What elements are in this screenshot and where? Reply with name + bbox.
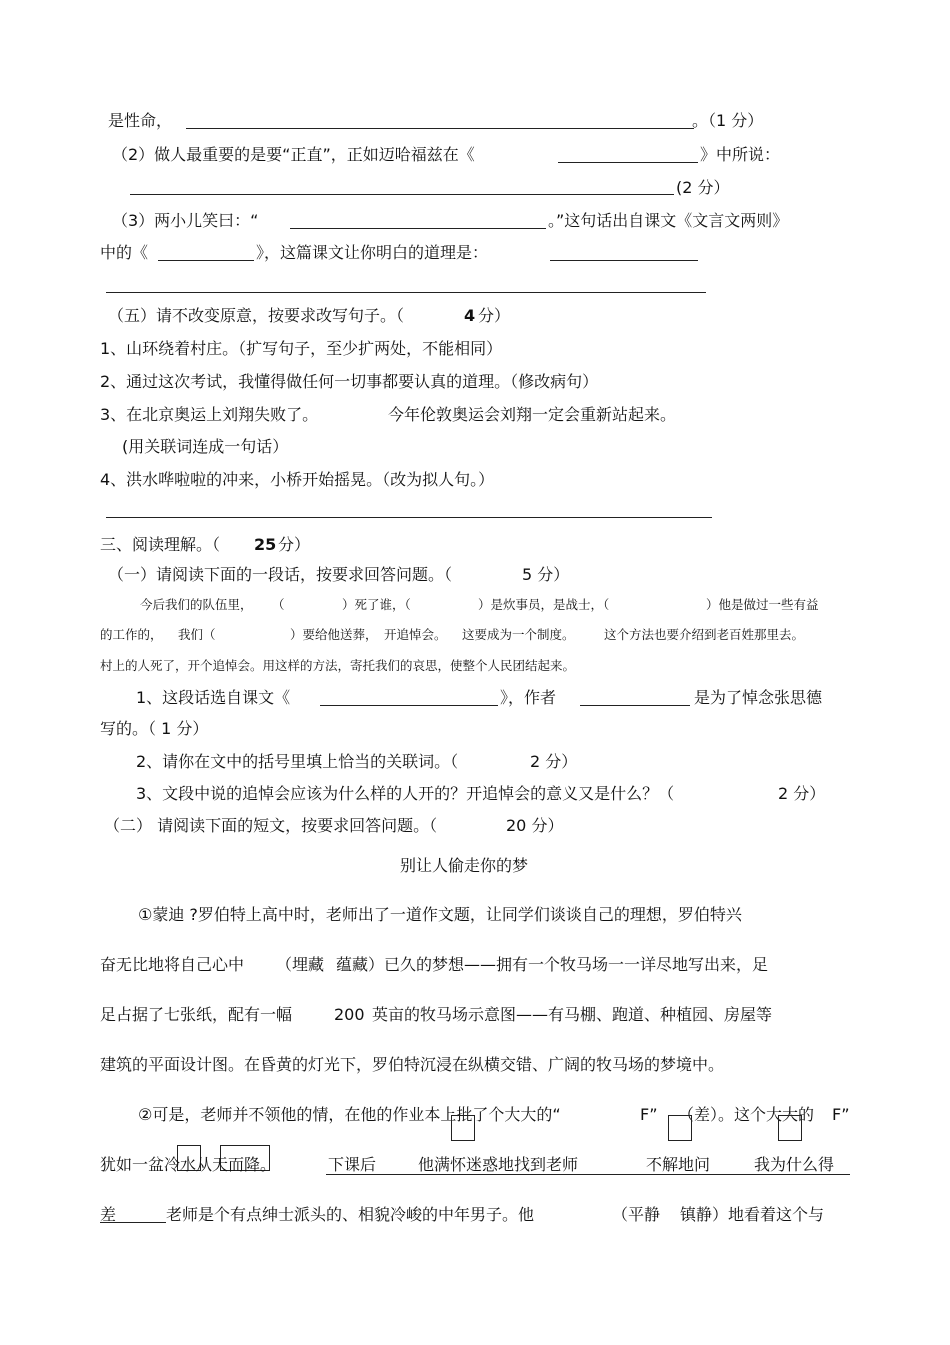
answer-blank[interactable]: [580, 705, 690, 706]
answer-blank[interactable]: [106, 517, 712, 518]
section-heading: 分）: [278, 535, 311, 554]
answer-blank[interactable]: [158, 260, 254, 261]
sentence-underline: [326, 1174, 850, 1175]
answer-blank[interactable]: [290, 228, 546, 229]
passage-text: 这要成为一个制度。: [462, 627, 575, 642]
text-line: 中的《: [100, 243, 149, 262]
subsection-heading: 5 分）: [522, 565, 570, 584]
text-line: （2）做人最重要的是要“正直”，正如迈哈福兹在《: [112, 145, 475, 164]
article-text: 镇静）地看着这个与: [680, 1205, 825, 1224]
text-line: 》中所说：: [700, 145, 781, 164]
subsection-heading: （一）请阅读下面的一段话，按要求回答问题。（: [108, 565, 453, 584]
answer-blank[interactable]: [550, 260, 698, 261]
text-line: （3）两小儿笑曰：“: [112, 211, 259, 230]
passage-text: （: [272, 597, 285, 612]
section-heading: （五）请不改变原意，按要求改写句子。（: [108, 306, 405, 325]
question: 1、山环绕着村庄。（扩写句子，至少扩两处，不能相同）: [100, 339, 503, 358]
section-points: 25: [254, 535, 277, 554]
punctuation-box[interactable]: [668, 1115, 692, 1141]
passage-text: ）是炊事员，是战士，（: [478, 597, 610, 612]
question: 2 分）: [530, 752, 578, 771]
question: 4、洪水哗啦啦的冲来，小桥开始摇晃。（改为拟人句。）: [100, 470, 495, 489]
article-text: （埋藏: [276, 955, 325, 974]
article-text: ①蒙迪 ?罗伯特上高中时，老师出了一道作文题，让同学们谈谈自己的理想，罗伯特兴: [138, 905, 742, 924]
question-note: (用关联词连成一句话）: [122, 437, 289, 456]
subsection-heading: （二） 请阅读下面的短文，按要求回答问题。（: [104, 816, 438, 835]
article-text: （平静: [612, 1205, 661, 1224]
answer-blank[interactable]: [320, 705, 498, 706]
question: 2 分）: [778, 784, 826, 803]
subsection-heading: 20 分）: [506, 816, 564, 835]
question: 3、文段中说的追悼会应该为什么样的人开的？开追悼会的意义又是什么？（: [136, 784, 675, 803]
answer-blank[interactable]: [186, 128, 694, 129]
question: 写的。（ 1 分）: [100, 719, 209, 738]
question: 是为了悼念张思德: [694, 688, 823, 707]
punctuation-box[interactable]: [778, 1115, 802, 1141]
underlined-sentence: 我为什么得: [754, 1155, 835, 1174]
underlined-sentence: 下课后: [328, 1155, 377, 1174]
article-text: 奋无比地将自己心中: [100, 955, 245, 974]
passage-text: 这个方法也要介绍到老百姓那里去。: [604, 627, 805, 642]
text-line: 。（1 分）: [692, 111, 764, 130]
article-text: （差）。这个大大的: [678, 1105, 815, 1124]
answer-blank[interactable]: [558, 162, 698, 163]
score-label: (2 分）: [676, 178, 730, 197]
question: 2、通过这次考试，我懂得做任何一切事都要认真的道理。（修改病句）: [100, 372, 599, 391]
punctuation-box[interactable]: [451, 1115, 475, 1141]
passage-text: 村上的人死了，开个追悼会。用这样的方法，寄托我们的哀思，使整个人民团结起来。: [100, 658, 576, 673]
underlined-sentence: 他满怀迷惑地找到老师: [418, 1155, 579, 1174]
question: 1、这段话选自课文《: [136, 688, 291, 707]
article-text: F”: [832, 1105, 850, 1124]
answer-blank[interactable]: [106, 292, 706, 293]
text-line: 是性命，: [108, 111, 173, 130]
article-text: 犹如一盆冷水从天而降。: [100, 1155, 277, 1174]
sentence-underline: [100, 1222, 166, 1223]
passage-text: ）要给他送葬，: [290, 627, 378, 642]
section-heading: 三、阅读理解。（: [100, 535, 221, 554]
question: 今年伦敦奥运会刘翔一定会重新站起来。: [388, 405, 677, 424]
underlined-sentence: 差: [100, 1205, 117, 1224]
question: 2、请你在文中的括号里填上恰当的关联词。（: [136, 752, 459, 771]
underlined-sentence: 不解地问: [646, 1155, 711, 1174]
article-title: 别让人偷走你的梦: [400, 856, 529, 875]
article-text: ②可是，老师并不领他的情，在他的作业本上批了个大大的“: [138, 1105, 561, 1124]
article-text: 英亩的牧马场示意图——有马棚、跑道、种植园、房屋等: [372, 1005, 773, 1024]
article-text: 200: [334, 1005, 365, 1024]
passage-text: 我们（: [178, 627, 216, 642]
section-points: 4: [464, 306, 476, 325]
article-text: 建筑的平面设计图。在昏黄的灯光下，罗伯特沉浸在纵横交错、广阔的牧马场的梦境中。: [100, 1055, 725, 1074]
question: 3、在北京奥运上刘翔失败了。: [100, 405, 319, 424]
answer-blank[interactable]: [130, 194, 674, 195]
article-text: 足占据了七张纸，配有一幅: [100, 1005, 293, 1024]
passage-text: 的工作的，: [100, 627, 163, 642]
article-text: 老师是个有点绅士派头的、相貌冷峻的中年男子。他: [166, 1205, 535, 1224]
article-text: 蕴藏）已久的梦想——拥有一个牧马场一一详尽地写出来，足: [336, 955, 769, 974]
text-line: 》，这篇课文让你明白的道理是：: [256, 243, 489, 262]
article-text: F”: [640, 1105, 658, 1124]
passage-text: 今后我们的队伍里，: [140, 597, 253, 612]
passage-text: 开追悼会。: [384, 627, 447, 642]
passage-text: ）他是做过一些有益: [706, 597, 819, 612]
passage-text: ）死了谁，（: [342, 597, 411, 612]
text-line: 。”这句话出自课文《文言文两则》: [548, 211, 789, 230]
section-heading: 分）: [478, 306, 511, 325]
question: 》，作者: [500, 688, 557, 707]
